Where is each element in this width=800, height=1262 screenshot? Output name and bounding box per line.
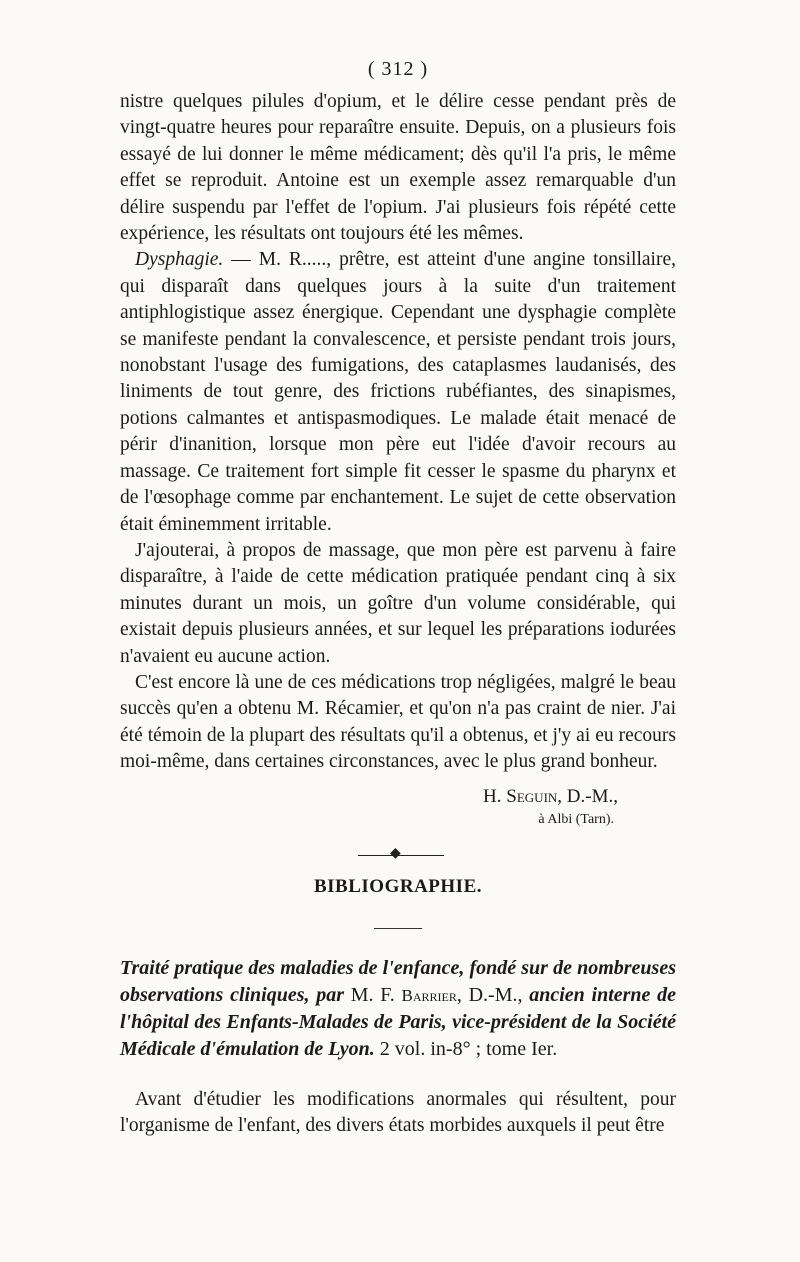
short-rule <box>374 928 422 929</box>
ornament-icon: ◆ <box>390 845 401 861</box>
signature-place: à Albi (Tarn). <box>538 811 614 827</box>
section-title: BIBLIOGRAPHIE. <box>313 875 482 897</box>
book-volumes: 2 vol. in-8° ; tome Ier. <box>374 1037 558 1060</box>
author-roles: ancien interne de l'hôpital des Enfants-Malades de Paris, vice-président de la Société Médicale d'émulation de Lyon. <box>120 983 677 1060</box>
book-author: Barrier <box>401 985 457 1005</box>
signature <box>120 784 676 830</box>
dysphagie-heading: Dysphagie. <box>135 249 224 271</box>
signature-surname: Seguin <box>506 785 558 807</box>
book-title: Traité pratique des maladies de l'enfance, fondé sur de nombreuses observations cliniques, par <box>120 956 676 1006</box>
paragraph-recamier: C'est encore là une de ces médications trop négligées, malgré le beau succès qu'en a obtenu M. Récamier, et qu'on n'a pas craint de nier. J'ai été témoin de la plupart des résultats qu'il a obtenus, et j'y ai eu recours moi-même, dans certaines circonstances, avec le plus grand bonheur. <box>120 671 676 773</box>
paragraph-review: Avant d'étudier les modifications anormales qui résultent, pour l'organisme de l'enfant, des divers états morbides auxquels il peut être <box>120 1088 676 1136</box>
paragraph-massage: J'ajouterai, à propos de massage, que mon père est parvenu à faire disparaître, à l'aide de cette médication pratiquée pendant cinq à six minutes durant un mois, un goître d'un volume considérable, qui existait depuis plusieurs années, et sur lequel les préparations iodurées n'avaient eu aucune action. <box>120 539 676 667</box>
page-number: ( 312 ) <box>367 58 429 80</box>
signature-name: H. Seguin, D.-M., <box>483 785 618 807</box>
ornamental-divider <box>120 838 676 872</box>
dysphagie-text: — M. R....., prêtre, est atteint d'une angine tonsillaire, qui disparaît dans quelques jours à la suite d'un traitement antiphlogistique assez énergique. Cependant une dysphagie complète se manifeste pendant la convalescence, et persiste pendant trois jours, nonobstant l'usage des fumigations, des cataplasmes laudanisés, des liniments de tout genre, des frictions rubéfiantes, des sinapismes, potions calmantes et antispasmodiques. Le malade était menacé de périr d'inanition, lorsque mon père eut l'idée d'avoir recours au massage. Ce traitement fort simple fit cesser le spasme du pharynx et de l'œsophage comme par enchantement. Le sujet de cette observation était éminemment irritable. <box>120 249 676 535</box>
paragraph-opium: nistre quelques pilules d'opium, et le délire cesse pendant près de vingt-quatre heures pour reparaître ensuite. Depuis, on a plusieurs fois essayé de lui donner le même médicament; dès qu'il l'a pris, le même effet se reproduit. Antoine est un exemple assez remarquable d'un délire suspendu par l'effet de l'opium. J'ai plusieurs fois répété cette expérience, les résultats ont toujours été les mêmes. <box>120 91 676 245</box>
paragraph-dysphagie <box>120 247 676 537</box>
document-page <box>120 58 676 1139</box>
book-reference: Traité pratique des maladies de l'enfance, fondé sur de nombreuses observations cliniques, par M. F. Barrier, D.-M., ancien interne de l'hôpital des Enfants-Malades de Paris, vice-président de la Société Médicale d'émulation de Lyon. 2 vol. in-8° ; tome Ier. <box>120 956 677 1060</box>
